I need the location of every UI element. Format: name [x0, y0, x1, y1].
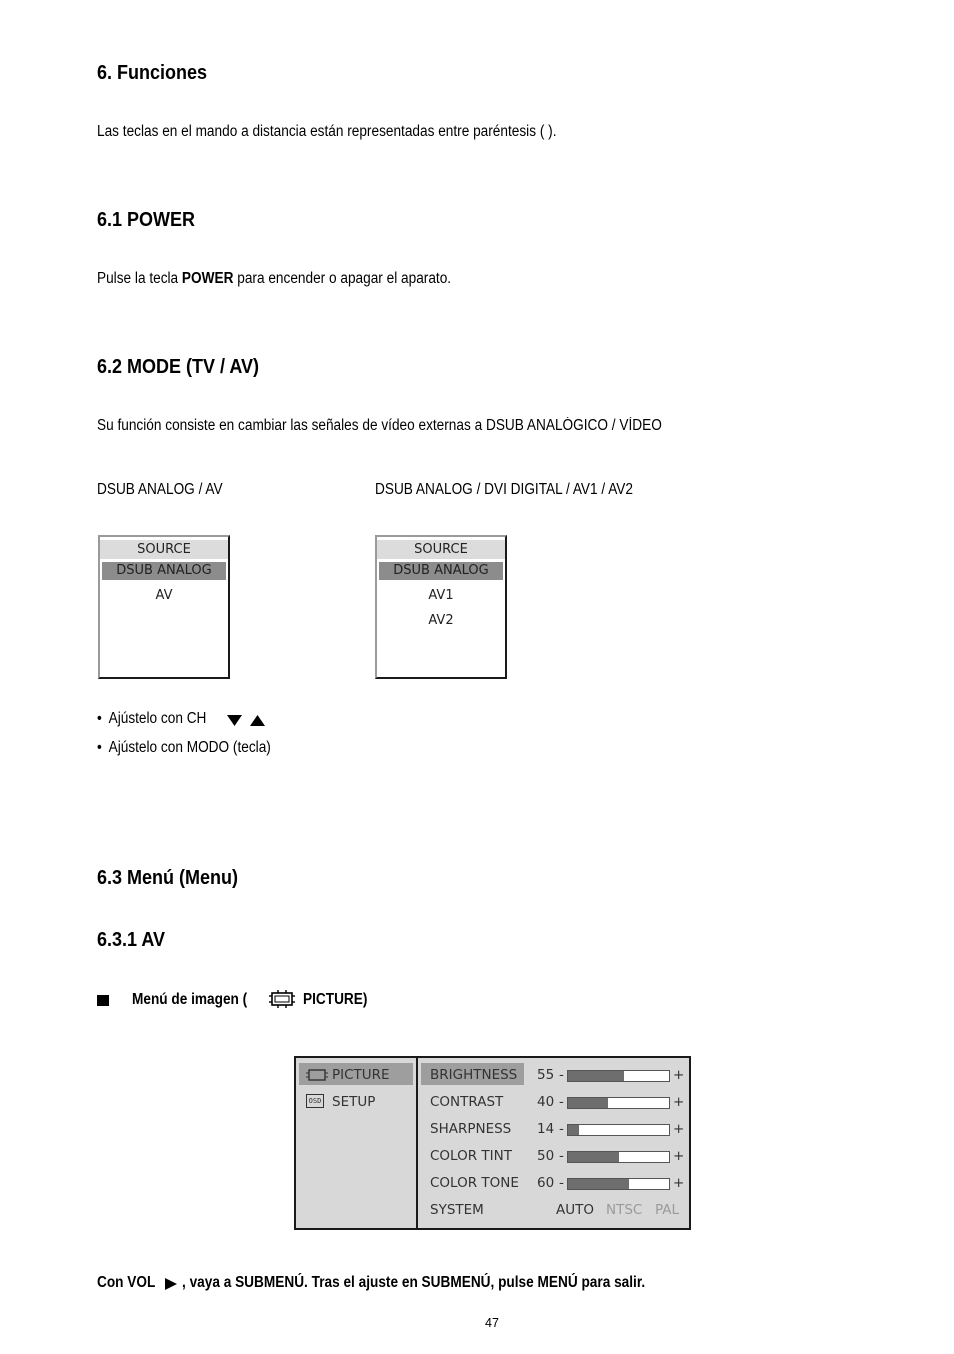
source-item-av[interactable]: AV: [155, 588, 173, 603]
osd-row-label[interactable]: CONTRAST: [430, 1094, 504, 1110]
osd-row-plus[interactable]: +: [673, 1175, 685, 1191]
footer-note-suffix: , vaya a SUBMENÚ. Tras el ajuste en SUBMENÚ, pulse MENÚ para salir.: [182, 1274, 646, 1291]
bullet-ch: • Ajústelo con CH: [97, 710, 207, 727]
osd-row-value: 50: [537, 1148, 555, 1164]
page-number: 47: [485, 1316, 499, 1330]
system-option-ntsc[interactable]: NTSC: [606, 1202, 643, 1218]
osd-row-value: 40: [537, 1094, 555, 1110]
osd-row-slider-fill: [568, 1098, 608, 1108]
osd-icon: OSD: [306, 1094, 324, 1108]
source-header: SOURCE: [414, 542, 468, 557]
osd-row-slider[interactable]: [567, 1070, 670, 1082]
source-item-av1[interactable]: AV1: [428, 588, 454, 603]
section-heading-mode: 6.2 MODE (TV / AV): [97, 356, 260, 378]
osd-picture-menu: [294, 1056, 691, 1230]
right-triangle-icon: [164, 1277, 178, 1291]
menu-divider: [416, 1058, 418, 1228]
osd-row-label[interactable]: BRIGHTNESS: [430, 1067, 518, 1083]
power-paragraph: Pulse la tecla POWER para encender o apagar el aparato.: [97, 270, 452, 287]
left-menu-item-picture[interactable]: PICTURE: [332, 1067, 390, 1083]
osd-row-slider[interactable]: [567, 1097, 670, 1109]
source-label-left: DSUB ANALOG / AV: [97, 481, 223, 498]
section-heading-menu: 6.3 Menú (Menu): [97, 867, 239, 889]
osd-row-label[interactable]: COLOR TINT: [430, 1148, 512, 1164]
source-selected-item[interactable]: DSUB ANALOG: [116, 563, 212, 578]
osd-row-slider[interactable]: [567, 1151, 670, 1163]
system-label[interactable]: SYSTEM: [430, 1202, 484, 1218]
osd-row-slider[interactable]: [567, 1178, 670, 1190]
intro-paragraph: Las teclas en el mando a distancia están representadas entre paréntesis ( ).: [97, 123, 557, 140]
section-heading-power: 6.1 POWER: [97, 209, 196, 231]
source-selected-item[interactable]: DSUB ANALOG: [393, 563, 489, 578]
power-key: POWER: [181, 270, 234, 287]
left-menu-item-setup[interactable]: SETUP: [332, 1094, 376, 1110]
bullet-square: [97, 995, 109, 1006]
osd-row-minus[interactable]: -: [559, 1148, 564, 1164]
osd-row-plus[interactable]: +: [673, 1094, 685, 1110]
osd-row-slider-fill: [568, 1152, 619, 1162]
system-option-pal[interactable]: PAL: [655, 1202, 680, 1218]
osd-row-minus[interactable]: -: [559, 1094, 564, 1110]
osd-row-value: 55: [537, 1067, 555, 1083]
osd-row-plus[interactable]: +: [673, 1121, 685, 1137]
osd-row-slider-fill: [568, 1125, 579, 1135]
picture-icon: [268, 989, 296, 1009]
section-heading-av: 6.3.1 AV: [97, 929, 166, 951]
osd-row-slider[interactable]: [567, 1124, 670, 1136]
picture-menu-label-suffix: PICTURE): [303, 991, 368, 1008]
osd-row-plus[interactable]: +: [673, 1067, 685, 1083]
source-item-av2[interactable]: AV2: [428, 613, 454, 628]
source-menu-right: [375, 535, 507, 679]
picture-menu-label-prefix: Menú de imagen (: [132, 991, 248, 1008]
osd-row-slider-fill: [568, 1071, 624, 1081]
osd-row-minus[interactable]: -: [559, 1121, 564, 1137]
osd-row-value: 14: [537, 1121, 555, 1137]
source-label-right: DSUB ANALOG / DVI DIGITAL / AV1 / AV2: [375, 481, 633, 498]
osd-row-plus[interactable]: +: [673, 1148, 685, 1164]
bullet-mode: • Ajústelo con MODO (tecla): [97, 739, 271, 756]
source-menu-left: [98, 535, 230, 679]
down-triangle-icon: [227, 715, 242, 726]
footer-note-prefix: Con VOL: [97, 1274, 156, 1291]
mode-paragraph: Su función consiste en cambiar las señales de vídeo externas a DSUB ANALÓGICO / VÍDEO: [97, 417, 662, 434]
osd-row-value: 60: [537, 1175, 555, 1191]
ch-arrows-icon: [227, 713, 267, 727]
osd-row-minus[interactable]: -: [559, 1175, 564, 1191]
osd-row-label[interactable]: SHARPNESS: [430, 1121, 512, 1137]
osd-row-label[interactable]: COLOR TONE: [430, 1175, 519, 1191]
system-option-auto[interactable]: AUTO: [556, 1202, 594, 1218]
source-header: SOURCE: [137, 542, 191, 557]
osd-row-slider-fill: [568, 1179, 629, 1189]
osd-row-minus[interactable]: -: [559, 1067, 564, 1083]
section-heading-funciones: 6. Funciones: [97, 62, 208, 84]
up-triangle-icon: [250, 715, 265, 726]
picture-icon: [306, 1068, 328, 1082]
